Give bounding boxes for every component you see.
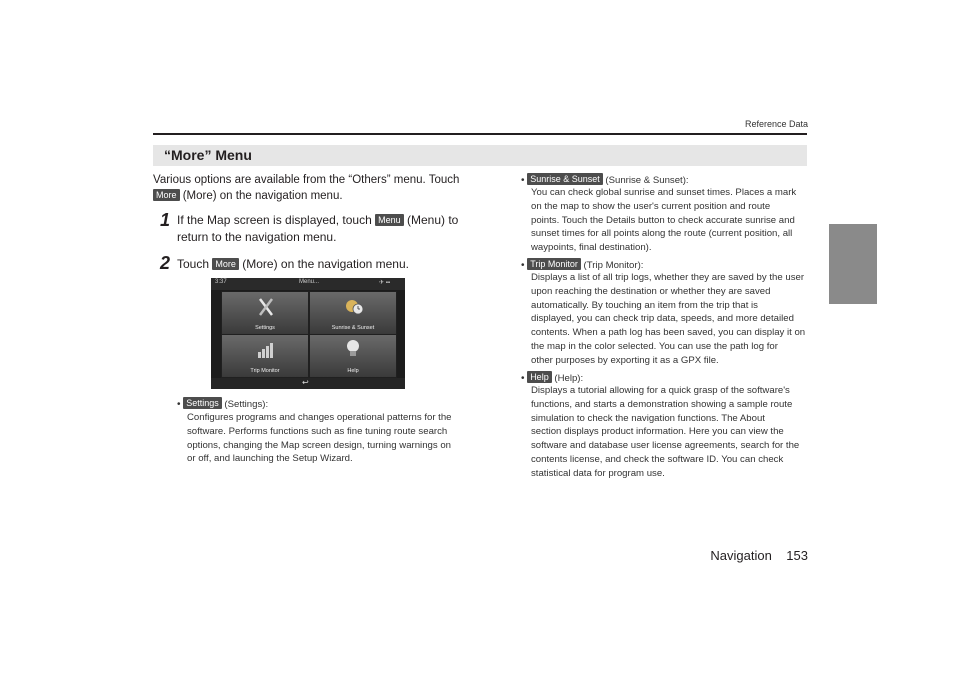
step-2-text (177, 256, 477, 273)
item-sunrise-sunset-desc (531, 186, 816, 255)
more-chip: More (153, 189, 180, 201)
bar-chart-icon (257, 341, 275, 359)
desc-line: other purposes by exporting it as a GPX file. (531, 354, 719, 366)
sun-clock-icon (343, 296, 365, 316)
settings-tile[interactable] (221, 291, 309, 335)
desc-line: You can check global sunrise and sunset times. Places a mark (531, 187, 797, 198)
bullet: • (521, 260, 525, 271)
footer-section: Navigation (710, 548, 772, 563)
item-help-desc (531, 384, 816, 481)
step-2 (160, 253, 170, 274)
step-1-text-a: If the Map screen is displayed, touch (177, 213, 372, 227)
desc-line: Displays a tutorial allowing for a quick grasp of the software's (531, 385, 790, 396)
running-header: Reference Data (744, 119, 808, 129)
sunrise-sunset-tile[interactable] (309, 291, 397, 335)
desc-line: displayed, you can check trip data, speeds, and more detailed (531, 313, 794, 325)
step-2-text-a: Touch (177, 257, 210, 271)
item-settings (177, 397, 477, 412)
desc-line: contents license, and check the software ID. You can check (531, 453, 784, 465)
page-number: 153 (786, 548, 808, 563)
bullet: • (521, 373, 525, 384)
settings-chip: Settings (183, 397, 222, 409)
desc-line: the map in the color selected. You can use the path log for (531, 340, 778, 352)
section-title: “More” Menu (164, 147, 252, 163)
tools-icon (258, 297, 274, 317)
step-1-text-b: (Menu) to (406, 213, 459, 227)
status-icons: ✈ ▪▪ (379, 280, 390, 286)
step-number: 2 (160, 253, 171, 273)
item-label: (Trip Monitor): (583, 260, 644, 271)
step-number: 1 (160, 210, 171, 230)
desc-line: sunset times for all points along the route (current position, all (531, 228, 793, 240)
bullet: • (177, 399, 181, 410)
desc-line: waypoints, final destination). (531, 242, 652, 254)
page-footer (710, 548, 808, 563)
intro-text-a: Various options are available from the “Others” menu. Touch (153, 174, 460, 186)
screen-title: Menu... (299, 279, 320, 285)
item-label: (Settings): (224, 399, 269, 410)
sunrise-sunset-chip: Sunrise & Sunset (527, 173, 603, 185)
desc-line: simulation to check the navigation functions. The About (531, 412, 765, 424)
chapter-tab (829, 224, 877, 304)
header-rule (153, 133, 807, 135)
step-2-text-b: (More) on the navigation menu. (242, 257, 409, 271)
desc-line: section displays product information. Here you can view the (531, 426, 784, 438)
desc-line: on the map to show the user's current position and route (531, 200, 771, 212)
back-icon[interactable]: ↩ (302, 378, 309, 387)
navigation-menu-screenshot (211, 278, 405, 389)
intro-paragraph (153, 172, 483, 204)
tile-label: Sunrise & Sunset (331, 325, 375, 331)
trip-monitor-tile[interactable] (221, 334, 309, 378)
desc-line: Displays a list of all trip logs, whether they are saved by the user (531, 272, 805, 283)
help-chip: Help (527, 371, 552, 383)
trip-monitor-chip: Trip Monitor (527, 258, 581, 270)
item-label: (Sunrise & Sunset): (605, 175, 689, 186)
step-1-text (177, 212, 477, 246)
more-chip: More (212, 258, 239, 270)
desc-line: automatically. By touching an item from the trip that is (531, 299, 758, 311)
bullet: • (521, 175, 525, 186)
clock: 3:37 (215, 279, 227, 285)
desc-line: statistical data for program use. (531, 467, 665, 479)
tile-label: Trip Monitor (250, 368, 280, 374)
help-tile[interactable] (309, 334, 397, 378)
desc-line: upon reaching the destination or whether they are saved (531, 285, 771, 297)
item-settings-desc (187, 411, 487, 466)
desc-line: options, changing the Map screen design, turning warnings on (187, 439, 451, 451)
lightbulb-icon (346, 339, 360, 359)
desc-line: contents. When a path log has been saved, you can display it on (531, 327, 806, 339)
desc-line: functions, and starts a demonstration showing a sample route (531, 398, 793, 410)
tile-label: Settings (255, 325, 275, 331)
desc-line: Configures programs and changes operational patterns for the (187, 412, 452, 423)
menu-chip: Menu (375, 214, 404, 226)
item-label: (Help): (554, 373, 584, 384)
step-1-text-c: return to the navigation menu. (177, 230, 337, 244)
item-trip-monitor-desc (531, 271, 816, 368)
desc-line: software. Performs functions such as fine tuning route search (187, 425, 448, 437)
desc-line: software and database user license agreements, search for the (531, 440, 800, 452)
intro-text-b: (More) on the navigation menu. (182, 190, 343, 202)
desc-line: or off, and launching the Setup Wizard. (187, 453, 353, 465)
step-1 (160, 210, 170, 231)
desc-line: points. Touch the Details button to check accurate sunrise and (531, 214, 795, 226)
tile-label: Help (347, 368, 359, 374)
